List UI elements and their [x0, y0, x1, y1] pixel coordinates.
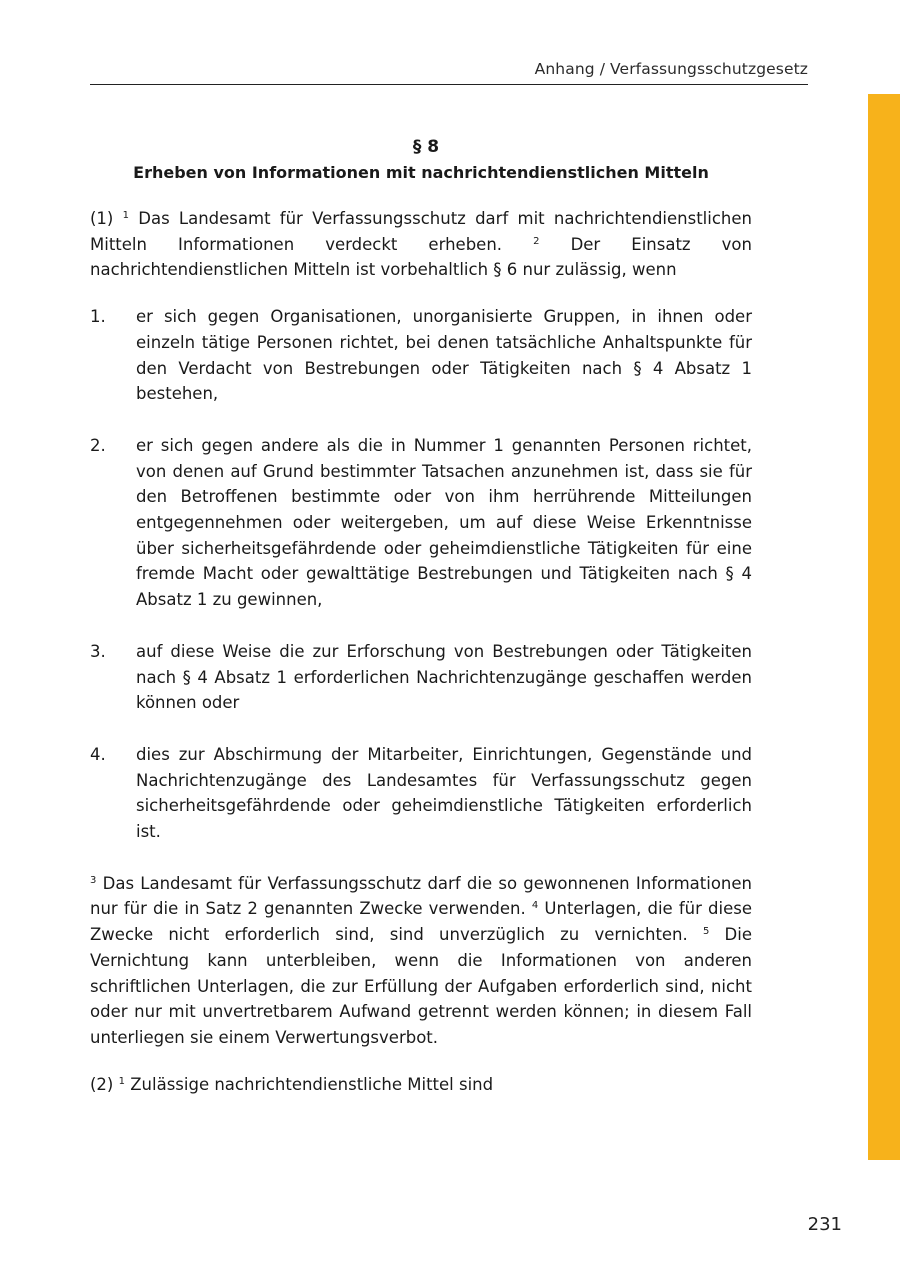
paragraph-1-continuation — [90, 871, 752, 1051]
section-title: Erheben von Informationen mit nachrichtendienstlichen Mitteln — [133, 163, 709, 182]
page-content — [90, 134, 752, 1097]
list-item-number: 3. — [90, 641, 106, 661]
list-item-text: auf diese Weise die zur Erforschung von Bestrebungen oder Tätigkeiten nach § 4 Absatz 1 erforderlichen Nachrichtenzugänge geschaffen werden können oder — [136, 641, 752, 713]
sentence-number: 5 — [702, 926, 710, 938]
sentence-number: 2 — [533, 235, 540, 247]
list-item-number: 1. — [90, 307, 106, 327]
sentence: Zulässige nachrichtendienstliche Mittel sind — [130, 1074, 494, 1094]
list-item-text: er sich gegen andere als die in Nummer 1 genannten Personen richtet, von denen auf Grund bestimmter Tatsachen anzunehmen ist, dass sie für den Betroffenen bestimmte oder von ihm herrührende Mitteilungen entgegennehmen oder weitergeben, um auf diese Weise Erkenntnisse über sicherheitsgefährdende oder geheimdienstliche Tätigkeiten für eine fremde Macht oder gewalttätige Bestrebungen und Tätigkeiten nach § 4 Absatz 1 zu gewinnen, — [136, 435, 752, 610]
sentence: Das Landesamt für Verfassungsschutz darf die so gewonnenen Informationen nur für die in Satz 2 genannten Zwecke verwenden. — [90, 873, 752, 919]
paragraph-label: (1) — [90, 209, 114, 228]
sentence: Der Einsatz von nachrichtendienstlichen Mitteln ist vorbehaltlich § 6 nur zulässig, wenn — [90, 234, 752, 280]
page-number: 231 — [807, 1214, 842, 1235]
list-item-text: er sich gegen Organisationen, unorganisierte Gruppen, in ihnen oder einzeln tätige Personen richtet, bei denen tatsächliche Anhaltspunkte für den Verdacht von Bestrebungen oder Tätigkeiten nach § 4 Absatz 1 bestehen, — [136, 307, 752, 404]
list-item-text: dies zur Abschirmung der Mitarbeiter, Einrichtungen, Gegenstände und Nachrichtenzugänge des Landesamtes für Verfassungsschutz gegen sicherheitsgefährdende oder geheimdienstliche Tätigkeiten erforderlich ist. — [136, 744, 752, 842]
sentence: Das Landesamt für Verfassungsschutz darf mit nachrichtendienstlichen Mitteln Informationen verdeckt erheben. — [90, 209, 752, 254]
paragraph-1 — [90, 206, 752, 283]
list-item — [90, 639, 752, 716]
side-tab-marker — [868, 94, 900, 1160]
list-item-number: 4. — [90, 744, 106, 764]
list-item-number: 2. — [90, 435, 106, 455]
numbered-list — [90, 304, 752, 845]
paragraph-label: (2) — [90, 1074, 114, 1094]
paragraph-2 — [90, 1072, 752, 1098]
sentence-number: 4 — [531, 900, 539, 912]
running-header: Anhang / Verfassungsschutzgesetz — [534, 60, 808, 78]
list-item — [90, 304, 752, 407]
list-item — [90, 433, 752, 613]
section-number: § 8 — [412, 137, 440, 157]
header-rule — [90, 84, 808, 85]
sentence-number: 1 — [122, 210, 129, 221]
sentence: Die Vernichtung kann unterbleiben, wenn die Informationen von anderen schriftlichen Unterlagen, die zur Erfüllung der Aufgaben erforderlich sind, nicht oder nur mit unvertretbarem Aufwand getrennt werden können; in diesem Fall unterliegen sie einem Verwertungsverbot. — [90, 925, 752, 1047]
sentence-number: 1 — [118, 1075, 125, 1087]
list-item — [90, 742, 752, 845]
sentence-number: 3 — [90, 874, 97, 886]
sentence: Unterlagen, die für diese Zwecke nicht erforderlich sind, sind unverzüglich zu vernichten. — [90, 899, 752, 945]
